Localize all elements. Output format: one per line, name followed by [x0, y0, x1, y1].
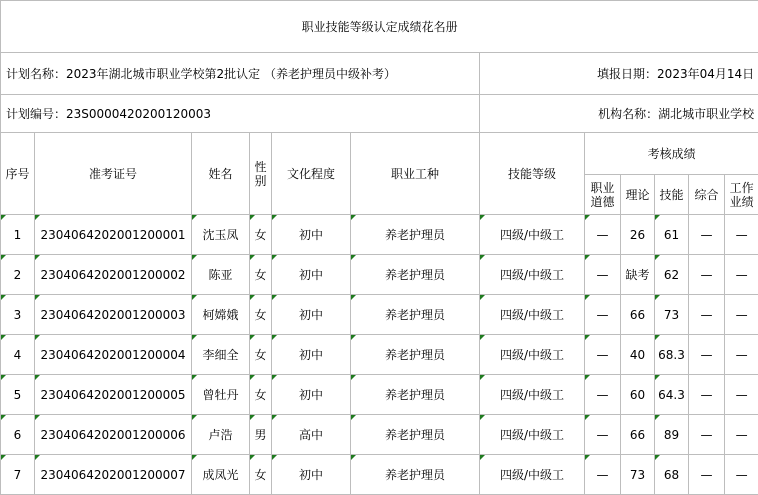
- cell-ethics: —: [585, 335, 621, 375]
- cell-exam-id: 2304064202001200004: [35, 335, 192, 375]
- cell-name: 曾牡丹: [192, 375, 250, 415]
- cell-seq: 5: [1, 375, 35, 415]
- cell-education: 初中: [272, 375, 351, 415]
- cell-level: 四级/中级工: [480, 255, 585, 295]
- cell-work: —: [725, 335, 758, 375]
- table-row: [1, 415, 758, 455]
- cell-seq: 6: [1, 415, 35, 455]
- cell-name: 陈亚: [192, 255, 250, 295]
- cell-ethics: —: [585, 295, 621, 335]
- cell-theory: 40: [621, 335, 655, 375]
- cell-work: —: [725, 295, 758, 335]
- cell-work: —: [725, 255, 758, 295]
- cell-skill: 89: [655, 415, 689, 455]
- header-education: 文化程度: [272, 133, 351, 215]
- cell-theory: 缺考: [621, 255, 655, 295]
- cell-ethics: —: [585, 415, 621, 455]
- cell-skill: 62: [655, 255, 689, 295]
- cell-job: 养老护理员: [351, 455, 480, 495]
- cell-gender: 女: [250, 375, 272, 415]
- cell-exam-id: 2304064202001200002: [35, 255, 192, 295]
- cell-skill: 61: [655, 215, 689, 255]
- cell-job: 养老护理员: [351, 335, 480, 375]
- cell-education: 高中: [272, 415, 351, 455]
- cell-skill: 68: [655, 455, 689, 495]
- cell-ethics: —: [585, 255, 621, 295]
- cell-gender: 女: [250, 215, 272, 255]
- cell-ethics: —: [585, 215, 621, 255]
- cell-job: 养老护理员: [351, 215, 480, 255]
- cell-work: —: [725, 375, 758, 415]
- cell-seq: 3: [1, 295, 35, 335]
- cell-work: —: [725, 455, 758, 495]
- header-exam-id: 准考证号: [35, 133, 192, 215]
- header-theory: 理论: [621, 175, 655, 215]
- cell-gender: 女: [250, 255, 272, 295]
- cell-job: 养老护理员: [351, 255, 480, 295]
- cell-skill: 64.3: [655, 375, 689, 415]
- table-row: [1, 375, 758, 415]
- cell-education: 初中: [272, 295, 351, 335]
- cell-level: 四级/中级工: [480, 415, 585, 455]
- fill-date: 填报日期：2023年04月14日: [480, 53, 758, 95]
- cell-level: 四级/中级工: [480, 335, 585, 375]
- page-title: 职业技能等级认定成绩花名册: [1, 1, 758, 53]
- cell-exam-id: 2304064202001200006: [35, 415, 192, 455]
- cell-ethics: —: [585, 375, 621, 415]
- table-row: [1, 255, 758, 295]
- header-seq: 序号: [1, 133, 35, 215]
- cell-theory: 26: [621, 215, 655, 255]
- cell-theory: 60: [621, 375, 655, 415]
- cell-job: 养老护理员: [351, 415, 480, 455]
- cell-skill: 73: [655, 295, 689, 335]
- table-row: [1, 335, 758, 375]
- cell-skill: 68.3: [655, 335, 689, 375]
- header-scores: 考核成绩: [585, 133, 758, 175]
- cell-theory: 66: [621, 415, 655, 455]
- plan-number: 计划编号：23S0000420200120003: [1, 95, 480, 133]
- cell-level: 四级/中级工: [480, 295, 585, 335]
- header-overall: 综合: [689, 175, 725, 215]
- cell-gender: 男: [250, 415, 272, 455]
- cell-level: 四级/中级工: [480, 215, 585, 255]
- cell-overall: —: [689, 375, 725, 415]
- cell-name: 卢浩: [192, 415, 250, 455]
- cell-name: 沈玉凤: [192, 215, 250, 255]
- cell-seq: 7: [1, 455, 35, 495]
- cell-exam-id: 2304064202001200001: [35, 215, 192, 255]
- header-job: 职业工种: [351, 133, 480, 215]
- table-row: [1, 295, 758, 335]
- header-ethics: 职业道德: [585, 175, 621, 215]
- cell-work: —: [725, 415, 758, 455]
- header-work: 工作业绩: [725, 175, 758, 215]
- cell-gender: 女: [250, 455, 272, 495]
- plan-name: 计划名称：2023年湖北城市职业学校第2批认定 （养老护理员中级补考）: [1, 53, 480, 95]
- cell-overall: —: [689, 255, 725, 295]
- cell-seq: 2: [1, 255, 35, 295]
- cell-education: 初中: [272, 255, 351, 295]
- cell-overall: —: [689, 295, 725, 335]
- cell-overall: —: [689, 335, 725, 375]
- cell-gender: 女: [250, 335, 272, 375]
- header-name: 姓名: [192, 133, 250, 215]
- cell-gender: 女: [250, 295, 272, 335]
- cell-work: —: [725, 215, 758, 255]
- cell-ethics: —: [585, 455, 621, 495]
- org-name: 机构名称：湖北城市职业学校: [480, 95, 758, 133]
- cell-overall: —: [689, 415, 725, 455]
- cell-exam-id: 2304064202001200007: [35, 455, 192, 495]
- cell-education: 初中: [272, 455, 351, 495]
- table-row: [1, 215, 758, 255]
- cell-theory: 73: [621, 455, 655, 495]
- cell-theory: 66: [621, 295, 655, 335]
- header-level: 技能等级: [480, 133, 585, 215]
- cell-education: 初中: [272, 215, 351, 255]
- cell-exam-id: 2304064202001200003: [35, 295, 192, 335]
- cell-overall: —: [689, 455, 725, 495]
- header-skill: 技能: [655, 175, 689, 215]
- cell-level: 四级/中级工: [480, 375, 585, 415]
- table-row: [1, 455, 758, 495]
- cell-seq: 4: [1, 335, 35, 375]
- cell-seq: 1: [1, 215, 35, 255]
- cell-name: 李细全: [192, 335, 250, 375]
- cell-education: 初中: [272, 335, 351, 375]
- header-gender: 性别: [250, 133, 272, 215]
- cell-name: 柯嫦娥: [192, 295, 250, 335]
- cell-name: 成凤光: [192, 455, 250, 495]
- cell-exam-id: 2304064202001200005: [35, 375, 192, 415]
- cell-job: 养老护理员: [351, 295, 480, 335]
- cell-level: 四级/中级工: [480, 455, 585, 495]
- cell-overall: —: [689, 215, 725, 255]
- cell-job: 养老护理员: [351, 375, 480, 415]
